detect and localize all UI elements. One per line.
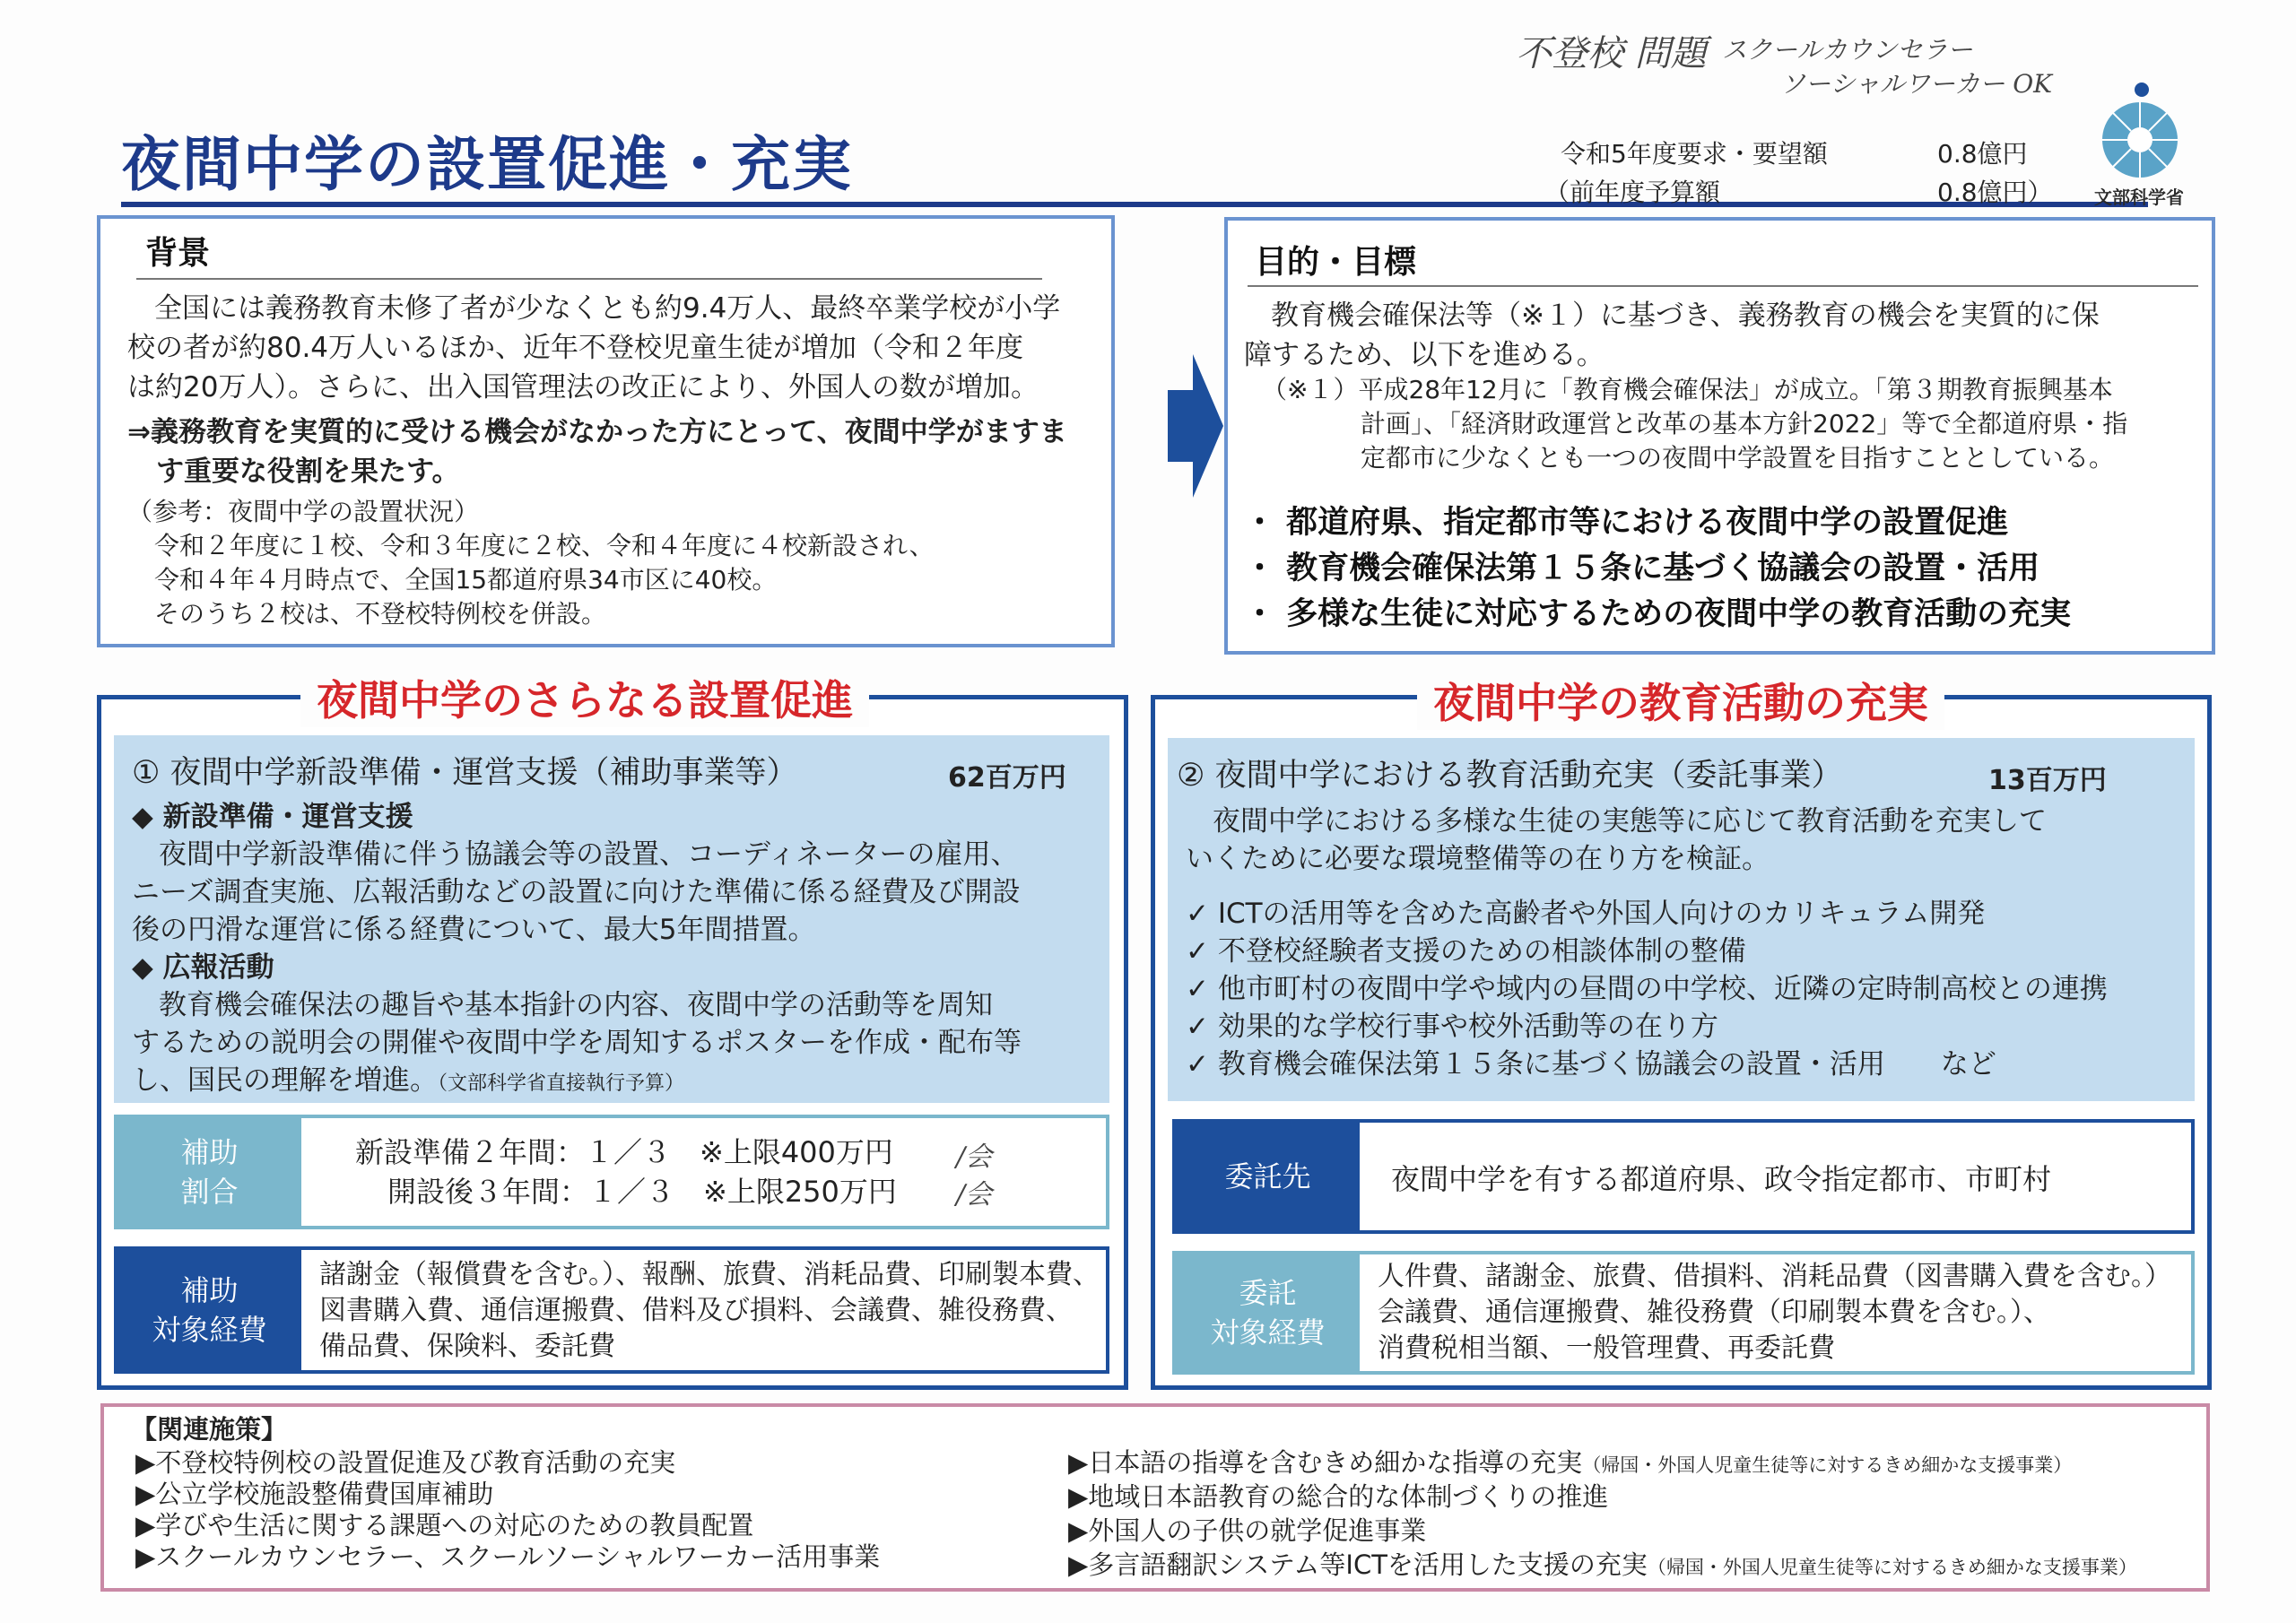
reference-line: そのうち２校は、不登校特例校を併設。 (154, 599, 607, 629)
related-item-note: （帰国・外国人児童生徒等に対するきめ細かな支援事業） (1647, 1557, 2137, 1578)
subsidy-ratio-label (117, 1118, 301, 1226)
ratio-label-line: 割合 (180, 1175, 239, 1209)
reference-line: 令和４年４月時点で、全国15都道府県34市区に40校。 (154, 565, 778, 595)
related-item: ▶学びや生活に関する課題への対応のための教員配置 (135, 1510, 754, 1541)
ministry-logo-icon (2100, 100, 2179, 179)
related-item-text: ▶地域日本語教育の総合的な体制づくりの推進 (1068, 1481, 1609, 1512)
cost-line: 備品費、保険料、委託費 (319, 1331, 615, 1362)
goals-heading: 目的・目標 (1255, 244, 1417, 281)
related-heading: 【関連施策】 (131, 1414, 288, 1445)
subsidy-cost-row (114, 1246, 1109, 1374)
background-emphasis: ⇒義務教育を実質的に受ける機会がなかった方にとって、夜間中学がますま (127, 416, 1067, 448)
contract-cost-row (1172, 1251, 2195, 1375)
title-underline (121, 202, 2148, 207)
check-item: ✓ ICTの活用等を含めた高齢者や外国人向けのカリキュラム開発 (1186, 898, 1986, 930)
related-item: ▶不登校特例校の設置促進及び教育活動の充実 (135, 1447, 676, 1478)
subsection-head: ◆ 新設準備・運営支援 (132, 801, 413, 833)
contractor-text: 夜間中学を有する都道府県、政令指定都市、市町村 (1391, 1162, 2052, 1196)
contractor-row (1172, 1119, 2195, 1234)
ratio-label-line: 補助 (180, 1135, 239, 1169)
related-policies-box (100, 1403, 2210, 1592)
cost-label-line: 対象経費 (152, 1313, 267, 1347)
contractor-label-text: 委託先 (1224, 1159, 1311, 1193)
cost-line: 諸謝金（報償費を含む。）、報酬、旅費、消耗品費、印刷製本費、 (319, 1259, 1100, 1290)
background-heading-rule (136, 278, 1042, 280)
background-line: は約20万人）。さらに、出入国管理法の改正により、外国人の数が増加。 (127, 371, 1039, 404)
goals-intro (1244, 296, 2213, 375)
direct-budget-note: （文部科学省直接執行予算） (438, 1072, 685, 1095)
background-box (97, 215, 1115, 647)
goals-note (1262, 373, 2213, 475)
related-item-text: ▶日本語の指導を含むきめ細かな指導の充実 (1068, 1447, 1583, 1478)
budget-prev-label: （前年度予算額 (1544, 178, 1721, 207)
related-item: ▶スクールカウンセラー、スクールソーシャルワーカー活用事業 (135, 1541, 881, 1572)
right-panel-amount: 13百万円 (1988, 765, 2107, 796)
subsection-line: するための説明会の開催や夜間中学を周知するポスターを作成・配布等 (132, 1027, 1022, 1059)
related-item (1068, 1481, 2207, 1515)
goals-note-line: 定都市に少なくとも一つの夜間中学設置を目指すこととしている。 (1361, 443, 2115, 473)
related-item (1068, 1549, 2207, 1584)
goals-heading-rule (1248, 285, 2198, 287)
goals-bullet: ・ 教育機会確保法第１５条に基づく協議会の設置・活用 (1244, 551, 2040, 586)
right-intro-line: いくために必要な環境整備等の在り方を検証。 (1186, 843, 1770, 875)
right-panel-title: ② 夜間中学における教育活動充実（委託事業） (1177, 758, 1843, 794)
contract-cost-label (1176, 1254, 1360, 1371)
check-item: ✓ 教育機会確保法第１５条に基づく協議会の設置・活用 など (1186, 1048, 1996, 1081)
background-line: 全国には義務教育未修了者が少なくとも約9.4万人、最終卒業学校が小学 (154, 292, 1061, 325)
left-panel-amount: 62百万円 (948, 762, 1066, 794)
contract-cost-line: 会議費、通信運搬費、雑役務費（印刷製本費を含む。）、 (1378, 1297, 2050, 1328)
goals-note-line: 計画」、「経済財政運営と改革の基本方針2022」等で全都道府県・指 (1361, 409, 2128, 438)
cost-line: 図書購入費、通信運搬費、借料及び損料、会議費、雑役務費、 (319, 1295, 1073, 1326)
ratio-handwritten-mark: /会 (956, 1141, 993, 1173)
subsection-head: ◆ 広報活動 (132, 951, 274, 984)
page-title: 夜間中学の設置促進・充実 (121, 130, 853, 199)
background-reference (127, 495, 1105, 631)
subsection-line (132, 1062, 1109, 1103)
contract-cost-label-line: 委託 (1239, 1276, 1297, 1310)
background-line: 校の者が約80.4万人いるほか、近年不登校児童生徒が増加（令和２年度 (127, 332, 1024, 364)
check-item: ✓ 不登校経験者支援のための相談体制の整備 (1186, 935, 1746, 968)
reference-line: （参考：夜間中学の設置状況） (127, 497, 480, 526)
subsidy-cost-text (319, 1257, 1100, 1365)
subsidy-ratio-text (355, 1133, 897, 1211)
subsidy-ratio-row (114, 1115, 1109, 1229)
logo-dot-icon (2135, 82, 2149, 97)
background-emphasis: す重要な役割を果たす。 (156, 456, 460, 488)
subsection-line: ニーズ調査実施、広報活動などの設置に向けた準備に係る経費及び開設 (132, 876, 1021, 908)
subsection-line: 教育機会確保法の趣旨や基本指針の内容、夜間中学の活動等を周知 (159, 989, 993, 1021)
subsection-line: 後の円滑な運営に係る経費について、最大5年間措置。 (132, 914, 816, 946)
right-intro-line: 夜間中学における多様な生徒の実態等に応じて教育活動を充実して (1213, 805, 2047, 838)
related-left-list (135, 1447, 880, 1573)
contractor-label (1176, 1123, 1360, 1230)
check-item: ✓ 効果的な学校行事や校外活動等の在り方 (1186, 1011, 1718, 1043)
ratio-handwritten-mark: /会 (956, 1179, 993, 1211)
check-item: ✓ 他市町村の夜間中学や域内の昼間の中学校、近隣の定時制高校との連携 (1186, 973, 2108, 1005)
goals-intro-line: 障するため、以下を進める。 (1244, 339, 1605, 371)
right-panel-intro (1186, 803, 2181, 878)
related-right-list (1068, 1447, 2207, 1584)
cost-label-line: 補助 (180, 1273, 239, 1307)
subsection-line: 夜間中学新設準備に伴う協議会等の設置、コーディネーターの雇用、 (159, 838, 1019, 871)
subsidy-cost-label (117, 1250, 301, 1370)
budget-prev-value: 0.8億円） (1937, 178, 2053, 207)
handwritten-note-social-worker: ソーシャルワーカー OK (1780, 69, 2053, 99)
reference-line: 令和２年度に１校、令和３年度に２校、令和４年度に４校新設され、 (154, 531, 935, 560)
right-panel-checklist (1186, 895, 2190, 1083)
budget-request-value: 0.8億円 (1937, 139, 2028, 169)
right-arrow-icon (1168, 354, 1223, 498)
ratio-line: 開設後３年間：１／３ ※上限250万円 (387, 1175, 897, 1209)
ratio-line: 新設準備２年間：１／３ ※上限400万円 (355, 1135, 893, 1169)
background-text (127, 289, 1105, 491)
right-section-title: 夜間中学の教育活動の充実 (1417, 671, 1944, 730)
handwritten-note-counselor: スクールカウンセラー (1722, 35, 1973, 65)
goals-bullet: ・ 多様な生徒に対応するための夜間中学の教育活動の充実 (1244, 596, 2072, 632)
goals-intro-line: 教育機会確保法等（※１）に基づき、義務教育の機会を実質的に保 (1271, 299, 2100, 332)
goals-note-line: （※１）平成28年12月に「教育機会確保法」が成立。「第３期教育振興基本 (1262, 375, 2113, 404)
contract-cost-text (1378, 1259, 2194, 1367)
left-panel-title: ① 夜間中学新設準備・運営支援（補助事業等） (132, 755, 798, 791)
related-item-text: ▶多言語翻訳システム等ICTを活用した支援の充実 (1068, 1549, 1648, 1580)
left-section-title: 夜間中学のさらなる設置促進 (300, 668, 869, 727)
related-item: ▶公立学校施設整備費国庫補助 (135, 1479, 494, 1509)
goals-bullet: ・ 都道府県、指定都市等における夜間中学の設置促進 (1244, 505, 2009, 541)
related-item (1068, 1515, 2207, 1549)
subsection-last-text: し、国民の理解を増進。 (132, 1064, 438, 1097)
left-panel-body (132, 798, 1109, 1103)
right-contract-panel (1168, 738, 2195, 1101)
goals-bullets (1244, 500, 2213, 638)
related-item-note: （帰国・外国人児童生徒等に対するきめ細かな支援事業） (1582, 1454, 2073, 1476)
contract-cost-label-line: 対象経費 (1210, 1315, 1326, 1350)
background-heading: 背景 (145, 235, 211, 272)
related-item-text: ▶外国人の子供の就学促進事業 (1068, 1515, 1427, 1546)
ministry-name: 文部科学省 (2094, 187, 2184, 208)
related-item (1068, 1447, 2207, 1481)
budget-request-label: 令和5年度要求・要望額 (1561, 139, 1828, 169)
left-subsidy-panel (114, 735, 1109, 1103)
goals-box (1224, 217, 2215, 655)
contract-cost-line: 消費税相当額、一般管理費、再委託費 (1378, 1332, 1835, 1364)
handwritten-note-problem: 不登校 問題 (1516, 33, 1707, 74)
contract-cost-line: 人件費、諸謝金、旅費、借損料、消耗品費（図書購入費を含む。） (1378, 1261, 2171, 1292)
